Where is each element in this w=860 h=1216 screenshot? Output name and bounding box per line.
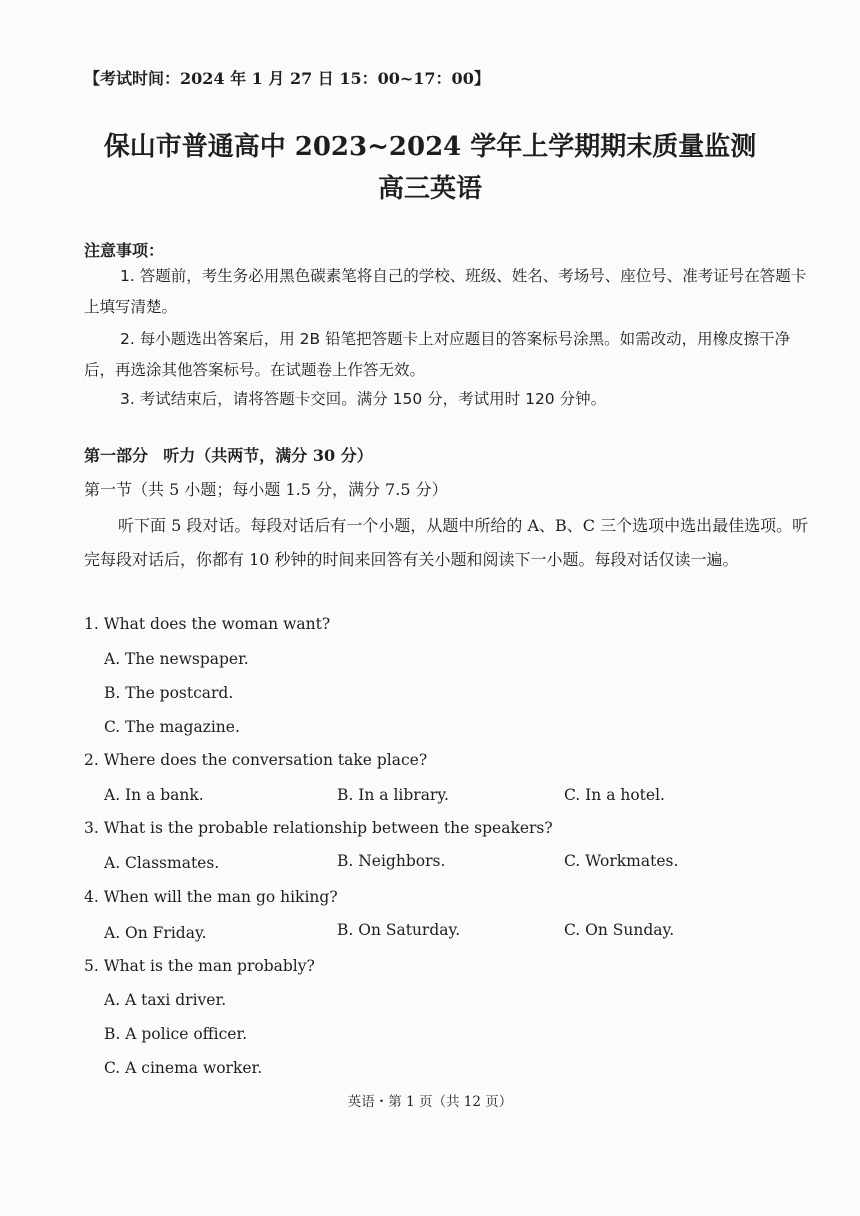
option: C. The magazine. bbox=[104, 718, 240, 736]
option: A. The newspaper. bbox=[104, 650, 249, 668]
question-stem: 4. When will the man go hiking? bbox=[84, 888, 338, 906]
part-label: 第一部分 bbox=[84, 446, 149, 465]
option: B. A police officer. bbox=[104, 1025, 248, 1043]
part-title: 听力（共两节，满分 30 分） bbox=[163, 446, 373, 465]
page-footer: 英语・第 1 页（共 12 页） bbox=[347, 1094, 513, 1110]
question-stem: 1. What does the woman want? bbox=[84, 615, 331, 633]
option: A. In a bank. bbox=[104, 786, 204, 804]
option: B. On Saturday. bbox=[337, 921, 461, 939]
option: A. On Friday. bbox=[104, 924, 207, 942]
option: B. Neighbors. bbox=[337, 852, 446, 870]
section-heading: 第一节（共 5 小题；每小题 1.5 分，满分 7.5 分） bbox=[84, 480, 448, 499]
option: C. On Sunday. bbox=[564, 921, 675, 939]
exam-time: 【考试时间：2024 年 1 月 27 日 15：00~17：00】 bbox=[84, 69, 490, 88]
option: C. Workmates. bbox=[564, 852, 679, 870]
exam-subject: 高三英语 bbox=[377, 174, 482, 204]
question-stem: 2. Where does the conversation take place? bbox=[84, 751, 428, 769]
section-instructions: 听下面 5 段对话。每段对话后有一个小题，从题中所给的 A、B、C 三个选项中选出最佳选项。听完每段对话后，你都有 10 秒钟的时间来回答有关小题和阅读下一小题。每段对话仅读一遍。 bbox=[84, 516, 809, 569]
exam-title: 保山市普通高中 2023~2024 学年上学期期末质量监测 bbox=[103, 132, 757, 162]
option: B. The postcard. bbox=[104, 684, 234, 702]
note-item: 2. 每小题选出答案后，用 2B 铅笔把答题卡上对应题目的答案标号涂黑。如需改动，用橡皮擦干净后，再选涂其他答案标号。在试题卷上作答无效。 bbox=[84, 330, 791, 379]
option: C. A cinema worker. bbox=[104, 1059, 263, 1077]
part-heading bbox=[84, 443, 373, 466]
question-stem: 5. What is the man probably? bbox=[84, 957, 315, 975]
note-item: 1. 答题前，考生务必用黑色碳素笔将自己的学校、班级、姓名、考场号、座位号、准考证号在答题卡上填写清楚。 bbox=[84, 267, 807, 316]
option: C. In a hotel. bbox=[564, 786, 665, 804]
note-item: 3. 考试结束后，请将答题卡交回。满分 150 分，考试用时 120 分钟。 bbox=[120, 390, 607, 408]
option: A. Classmates. bbox=[104, 854, 220, 872]
question-stem: 3. What is the probable relationship between the speakers? bbox=[84, 819, 553, 837]
option: B. In a library. bbox=[337, 786, 449, 804]
option: A. A taxi driver. bbox=[104, 991, 227, 1009]
notes-heading: 注意事项： bbox=[84, 241, 165, 260]
